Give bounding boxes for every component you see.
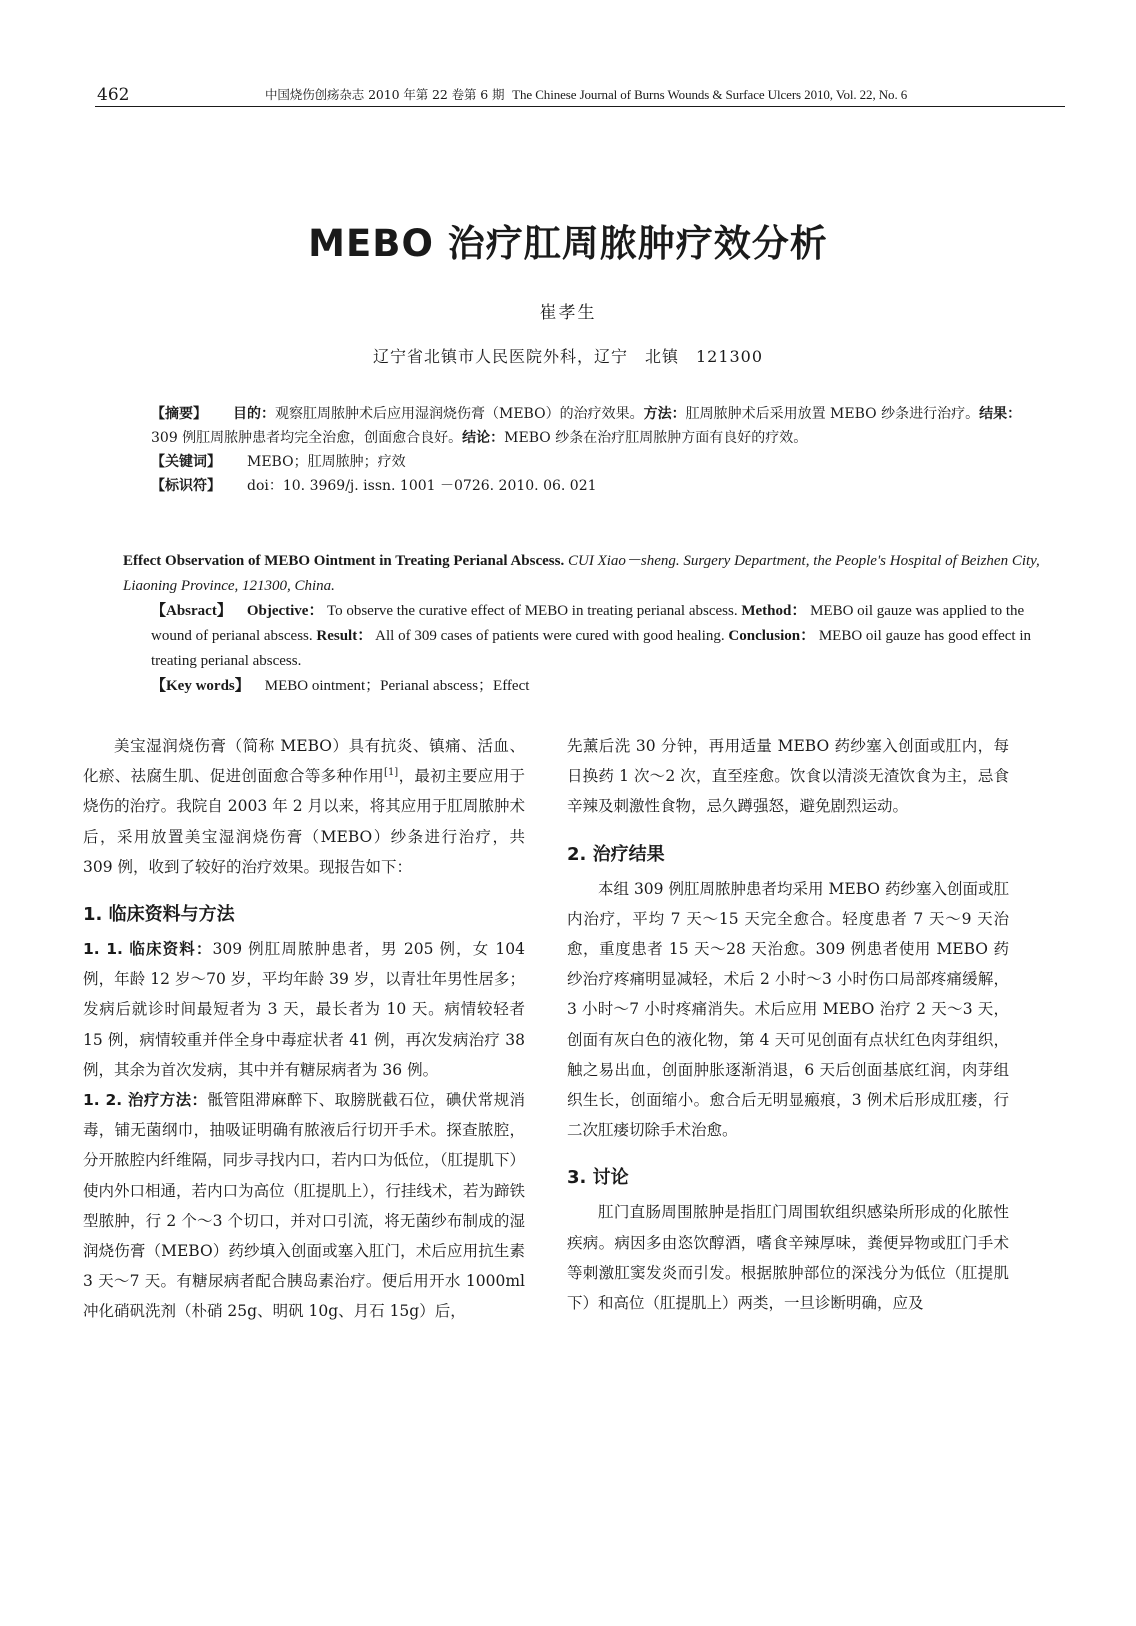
english-objective-label: Objective： [246,603,324,619]
identifier-label: 【标识符】 [151,478,221,494]
english-abstract [123,549,1043,699]
section-2-paragraph: 本组 309 例肛周脓肿患者均采用 MEBO 药纱塞入创面或肛内治疗，平均 7 天～15 天完全愈合。轻度患者 7 天～9 天治愈，重度患者 15 天～28 天治愈。309 例患者使用 MEBO 药纱治疗疼痛明显减轻，术后 2 小时～3 小时伤口局部疼痛缓解，3 小时～7 小时疼痛消失。术后应用 MEBO 治疗 2 天～3 天，创面有灰白色的液化物，第 4 天可见创面有点状红色肉芽组织，触之易出血，创面肿胀逐渐消退，6 天后创面基底红润，肉芽组织生长，创面缩小。愈合后无明显瘢痕，3 例术后形成肛瘘，行二次肛瘘切除手术治愈。 [567,879,1009,1140]
english-authors: CUI Xiao－sheng. Surgery Department, the People's Hospital of Beizhen City, Liaoning Province, 121300, China. [123,553,1040,594]
keywords-text: MEBO；肛周脓肿；疗效 [247,454,406,470]
conclusion-text: MEBO 纱条在治疗肛周脓肿方面有良好的疗效。 [504,430,808,446]
section-1-2-text: 骶管阻滞麻醉下、取膀胱截石位，碘伏常规消毒，铺无菌纲巾，抽吸证明确有脓液后行切开手术。探查脓腔，分开脓腔内纤维隔，同步寻找内口，若内口为低位，（肛提肌下）使内外口相通，若内口为高位（肛提肌上），行挂线术，若为蹄铁型脓肿，行 2 个～3 个切口，并对口引流，将无菌纱布制成的湿润烧伤膏（MEBO）药纱填入创面或塞入肛门，术后应用抗生素 3 天～7 天。有糖尿病者配合胰岛素治疗。便后用开水 1000ml 冲化硝矾洗剂（朴硝 25g、明矾 10g、月石 15g）后， [83,1091,525,1321]
english-abstract-paragraph [123,599,1043,674]
abstract-paragraph [123,402,1043,450]
result-label: 结果： [979,406,1022,422]
page-number: 462 [97,85,130,105]
english-conclusion-label: Conclusion： [728,628,816,644]
abstract-label: 【摘要】 [151,406,207,422]
english-result-label: Result： [316,628,373,644]
section-1-1-paragraph [83,934,525,1085]
section-1-1-label: 1. 1. 临床资料： [83,940,213,959]
body-left-column [83,731,525,1327]
objective-text: 观察肛周脓肿术后应用湿润烧伤膏（MEBO）的治疗效果。 [275,406,644,422]
citation-ref: [1] [384,767,399,779]
header-rule [95,106,1065,107]
method-text: 肛周脓肿术后采用放置 MEBO 纱条进行治疗。 [685,406,980,422]
article-title: MEBO 治疗肛周脓肿疗效分析 [308,222,828,265]
english-abstract-label: 【Absract】 [151,603,232,619]
conclusion-label: 结论： [462,430,505,446]
journal-name-cn: 中国烧伤创疡杂志 2010 年第 22 卷第 6 期 [265,87,505,102]
author-name: 崔孝生 [539,303,597,323]
english-keywords-line [123,674,1043,699]
keywords-line [123,450,1043,474]
body-right-column [567,731,1009,1318]
journal-name-en: The Chinese Journal of Burns Wounds & Surface Ulcers 2010, Vol. 22, No. 6 [512,87,908,102]
english-method-label: Method： [741,603,807,619]
section-3-paragraph: 肛门直肠周围脓肿是指肛门周围软组织感染所形成的化脓性疾病。病因多由恣饮醇酒，嗜食辛辣厚味，粪便异物或肛门手术等刺激肛窦发炎而引发。根据脓肿部位的深浅分为低位（肛提肌下）和高位（肛提肌上）两类，一旦诊断明确，应及 [567,1203,1009,1313]
intro-text-cont: ，最初主要应用于烧伤的治疗。我院自 2003 年 2 月以来，将其应用于肛周脓肿术后，采用放置美宝湿润烧伤膏（MEBO）纱条进行治疗，共 309 例，收到了较好的治疗效果。现报告如下： [83,767,525,876]
english-keywords-label: 【Key words】 [151,678,250,694]
intro-text: 美宝湿润烧伤膏（简称 MEBO）具有抗炎、镇痛、活血、化瘀、祛腐生肌、促进创面愈合等多种作用 [83,737,525,786]
doi-line [123,474,1043,498]
english-objective: To observe the curative effect of MEBO in treating perianal abscess. [326,603,738,619]
chinese-abstract [123,402,1043,498]
english-keywords: MEBO ointment；Perianal abscess；Effect [264,678,530,694]
section-1-2-label: 1. 2. 治疗方法： [83,1091,208,1110]
english-method: MEBO oil gauze was applied to the wound of perianal abscess. [151,603,1025,644]
section-1-2-paragraph [83,1085,525,1327]
method-label: 方法： [643,406,686,422]
english-title-line [123,549,1043,599]
doi-text: doi：10. 3969/j. issn. 1001 －0726. 2010. 06. 021 [247,478,597,494]
section-2-heading: 2. 治疗结果 [567,843,665,865]
result-text: 309 例肛周脓肿患者均完全治愈，创面愈合良好。 [151,430,463,446]
intro-paragraph [83,731,525,882]
english-title: Effect Observation of MEBO Ointment in Treating Perianal Abscess. [123,553,565,569]
section-1-1-text: 309 例肛周脓肿患者，男 205 例，女 104 例，年龄 12 岁～70 岁，平均年龄 39 岁，以青壮年男性居多；发病后就诊时间最短者为 3 天，最长者为 10 天。病情较轻者 15 例，病情较重并伴全身中毒症状者 41 例，再次发病治疗 38 例，其余为首次发病，其中并有糖尿病者为 36 例。 [83,940,526,1079]
section-3-heading: 3. 讨论 [567,1167,629,1189]
author-affiliation: 辽宁省北镇市人民医院外科，辽宁 北镇 121300 [372,347,764,366]
english-result: All of 309 cases of patients were cured with good healing. [375,628,725,644]
running-head [265,85,1065,103]
method-continuation: 先薰后洗 30 分钟，再用适量 MEBO 药纱塞入创面或肛内，每日换药 1 次～2 次，直至痊愈。饮食以清淡无渣饮食为主，忌食辛辣及刺激性食物，忌久蹲强怒，避免剧烈运动。 [567,737,1009,816]
keywords-label: 【关键词】 [151,454,221,470]
section-1-heading: 1. 临床资料与方法 [83,904,235,926]
objective-label: 目的： [233,406,275,422]
english-conclusion: MEBO oil gauze has good effect in treating perianal abscess. [151,628,1032,669]
